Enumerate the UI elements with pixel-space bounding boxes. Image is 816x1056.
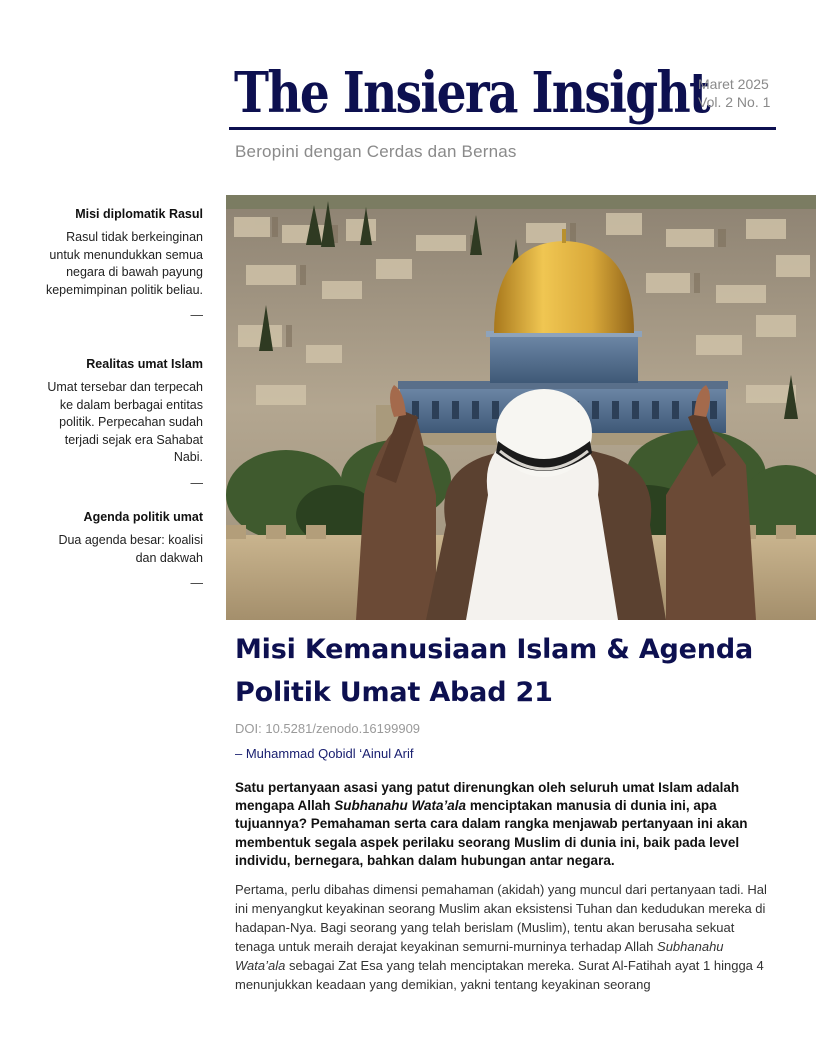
- sidebar-body: Umat tersebar dan terpecah ke dalam berbagai entitas politik. Perpecahan sudah terjadi sejak era Sahabat Nabi.: [47, 380, 203, 464]
- sidebar-heading: Misi diplomatik Rasul: [75, 207, 203, 221]
- lead-paragraph: [235, 779, 770, 870]
- masthead-title: The Insiera Insight: [234, 60, 710, 126]
- lead-text: menciptakan manusia di dunia ini, apa tujuannya? Pemahaman serta cara dalam rangka menjawab pertanyaan ini akan membentuk segala aspek perilaku seorang Muslim di dunia ini, baik pada level individu, bernegara, bahkan dalam hubungan antar negara.: [235, 798, 748, 868]
- sidebar-section-agenda: [40, 509, 203, 591]
- sidebar-heading: Realitas umat Islam: [86, 357, 203, 371]
- masthead-rule: [229, 127, 776, 130]
- byline: – Muhammad Qobidl ‘Ainul Arif: [235, 746, 414, 761]
- sidebar-body: Dua agenda besar: koalisi dan dakwah: [58, 533, 203, 565]
- sidebar-heading: Agenda politik umat: [83, 510, 203, 524]
- doi[interactable]: DOI: 10.5281/zenodo.16199909: [235, 721, 421, 736]
- article-title: Misi Kemanusiaan Islam & Agenda Politik Umat Abad 21: [235, 634, 753, 708]
- sidebar-section-diplomatik: [40, 206, 203, 323]
- lead-italic: Subhanahu Wata’ala: [334, 798, 467, 814]
- body-text: sebagai Zat Esa yang telah menciptakan mereka. Surat Al-Fatihah ayat 1 hingga 4 menunjukkan keadaan yang demikian, yakni tentang keyakinan seorang: [235, 958, 764, 992]
- body-paragraph: [235, 880, 775, 994]
- sidebar-section-realitas: [40, 356, 203, 491]
- issue-date: Maret 2025: [698, 76, 769, 92]
- issue-volume: Vol. 2 No. 1: [698, 94, 771, 110]
- sidebar-divider: —: [190, 308, 203, 322]
- sidebar-body: Rasul tidak berkeinginan untuk menundukkan semua negara di bawah payung kepemimpinan politik beliau.: [45, 230, 203, 297]
- body-italic: Subhanahu Wata’ala: [235, 939, 724, 973]
- dome-of-the-rock-photo: [226, 195, 816, 620]
- sidebar-divider: —: [190, 576, 203, 590]
- tagline: Beropini dengan Cerdas dan Bernas: [235, 142, 517, 161]
- lead-text: Satu pertanyaan asasi yang patut direnungkan oleh seluruh umat Islam adalah mengapa Allah: [235, 780, 740, 814]
- body-text: Pertama, perlu dibahas dimensi pemahaman (akidah) yang muncul dari pertanyaan tadi. Hal ini menyangkut keyakinan seorang Muslim akan eksistensi Tuhan dan kedudukan mereka di hadapan-Nya. Bagi seorang yang telah berislam (Muslim), tentu akan berusaha sekuat tenaga untuk meraih derajat keyakinan semurni-murninya terhadap Allah: [235, 882, 767, 954]
- sidebar-divider: —: [190, 475, 203, 490]
- hero-image: [226, 195, 816, 620]
